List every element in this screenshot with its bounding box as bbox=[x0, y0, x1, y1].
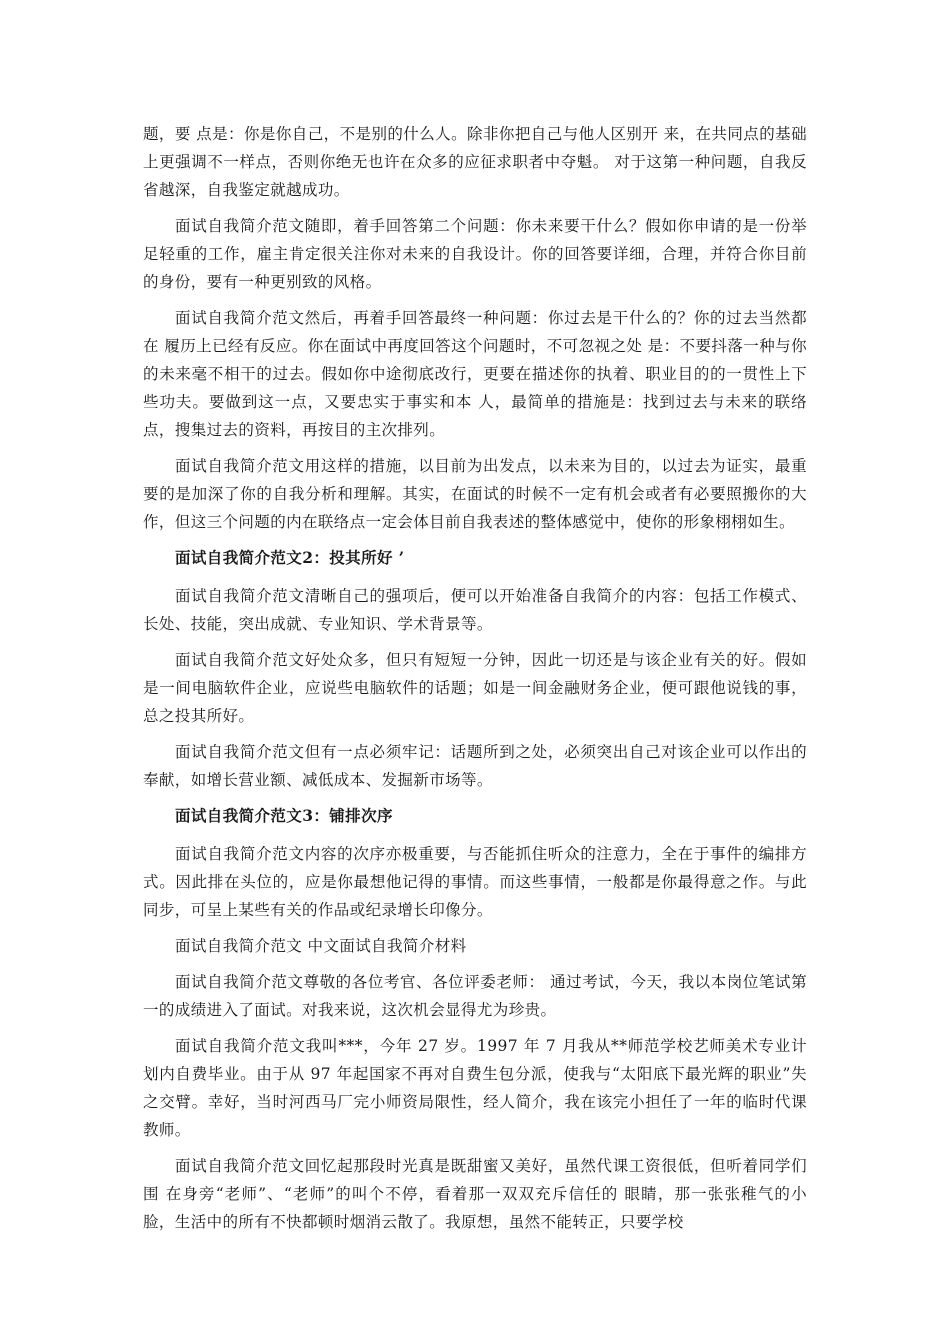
paragraph-5: 面试自我简介范文清晰自己的强项后，便可以开始准备自我简介的内容：包括工作模式、长处、技能，突出成就、专业知识、学术背景等。 bbox=[143, 587, 807, 633]
paragraph-2: 面试自我简介范文随即，着手回答第二个问题：你未来要干什么？假如你申请的是一份举足轻重的工作，雇主肯定很关注你对未来的自我设计。你的回答要详细，合理，并符合你目前的身份，要有一种更别致的风格。 bbox=[143, 217, 807, 291]
document-page bbox=[143, 120, 807, 1244]
paragraph-6: 面试自我简介范文好处众多，但只有短短一分钟，因此一切还是与该企业有关的好。假如是一间电脑软件企业，应说些电脑软件的话题；如是一间金融财务企业，便可跟他说钱的事，总之投其所好。 bbox=[143, 651, 807, 725]
subtitle-line: 面试自我简介范文 中文面试自我简介材料 bbox=[175, 937, 467, 955]
paragraph-1: 题，要 点是：你是你自己，不是别的什么人。除非你把自己与他人区别开 来，在共同点的基础上更强调不一样点，否则你绝无也许在众多的应征求职者中夺魁。 对于这第一种问题，自我反省越深，自我鉴定就越成功。 bbox=[143, 125, 807, 199]
paragraph-11: 面试自我简介范文回忆起那段时光真是既甜蜜又美好，虽然代课工资很低，但听着同学们围 在身旁“老师”、“老师”的叫个不停，看着那一双双充斥信任的 眼睛，那一张张稚气的小脸，生活中的所有不快都顿时烟消云散了。我原想，虽然不能转正，只要学校 bbox=[143, 1157, 807, 1231]
paragraph-7: 面试自我简介范文但有一点必须牢记：话题所到之处，必须突出自己对该企业可以作出的奉献，如增长营业额、减低成本、发掘新市场等。 bbox=[143, 743, 807, 789]
paragraph-4: 面试自我简介范文用这样的措施，以目前为出发点，以未来为目的，以过去为证实，最重要的是加深了你的自我分析和理解。其实，在面试的时候不一定有机会或者有必要照搬你的大作，但这三个问题的内在联络点一定会体目前自我表述的整体感觉中，使你的形象栩栩如生。 bbox=[143, 457, 807, 531]
paragraph-9: 面试自我简介范文尊敬的各位考官、各位评委老师： 通过考试，今天，我以本岗位笔试第一的成绩进入了面试。对我来说，这次机会显得尤为珍贵。 bbox=[143, 973, 807, 1019]
section-heading-3: 面试自我简介范文3：铺排次序 bbox=[175, 806, 393, 825]
paragraph-3: 面试自我简介范文然后，再着手回答最终一种问题：你过去是干什么的？你的过去当然都在 履历上已经有反应。你在面试中再度回答这个问题时，不可忽视之处 是：不要抖落一种与你的未来毫不相干的过去。假如你中途彻底改行，更要在描述你的执着、职业目的的一贯性上下些功夫。要做到这一点，又要忠实于事实和本 人，最简单的措施是：找到过去与未来的联络点，搜集过去的资料，再按目的主次排列。 bbox=[143, 309, 807, 439]
section-heading-2: 面试自我简介范文2：投其所好 ’ bbox=[175, 548, 405, 567]
paragraph-10: 面试自我简介范文我叫***，今年 27 岁。1997 年 7 月我从**师范学校艺师美术专业计划内自费毕业。由于从 97 年起国家不再对自费生包分派，使我与“太阳底下最光辉的职业”失之交臂。幸好，当时河西马厂完小师资局限性，经人简介，我在该完小担任了一年的临时代课教师。 bbox=[143, 1037, 807, 1139]
paragraph-8: 面试自我简介范文内容的次序亦极重要，与否能抓住听众的注意力，全在于事件的编排方式。因此排在头位的，应是你最想他记得的事情。而这些事情，一般都是你最得意之作。与此同步，可呈上某些有关的作品或纪录增长印像分。 bbox=[143, 845, 807, 919]
